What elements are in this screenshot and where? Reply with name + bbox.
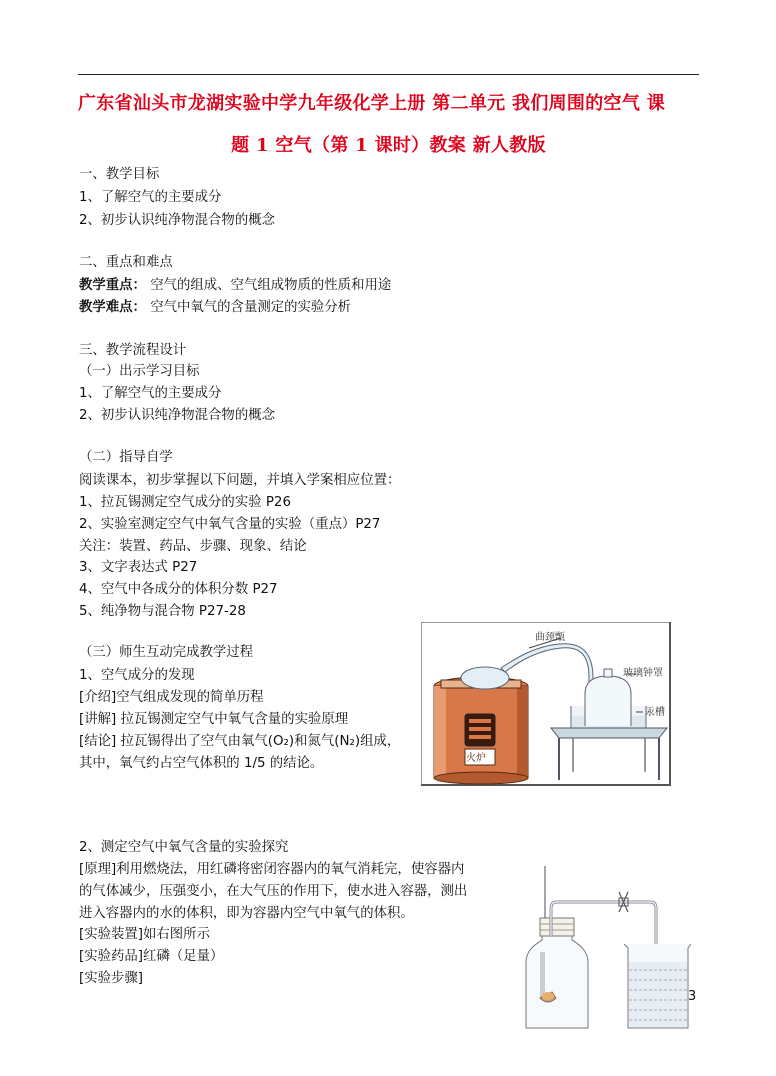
step2-item-5: 5、纯净物与混合物 P27-28 — [79, 604, 246, 619]
principle-line-3: 进入容器内的水的体积，即为容器内空气中氧气的体积。 — [79, 906, 414, 921]
step2-item-2: 2、实验室测定空气中氧气含量的实验（重点）P27 — [79, 517, 381, 532]
key-text: 空气的组成、空气组成物质的性质和用途 — [145, 278, 392, 293]
diff-text: 空气中氧气的含量测定的实验分析 — [145, 300, 352, 315]
step1-heading: （一）出示学习目标 — [79, 364, 200, 379]
conclusion-line-2: 其中，氧气约占空气体积的 1/5 的结论。 — [79, 756, 324, 771]
goal-item-1: 1、了解空气的主要成分 — [79, 190, 222, 205]
goal-item-2: 2、初步认识纯净物混合物的概念 — [79, 213, 275, 228]
step3-sub-1: 1、空气成分的发现 — [79, 668, 195, 683]
key-heading: 二、重点和难点 — [79, 255, 173, 270]
step2-item-4: 4、空气中各成分的体积分数 P27 — [79, 582, 278, 597]
furnace — [434, 677, 528, 784]
step3-sub-2: 2、测定空气中氧气含量的实验探究 — [79, 840, 289, 855]
furnace-label: 火炉 — [466, 753, 486, 764]
trough-label: 汞槽 — [645, 707, 665, 718]
apparatus-line: [实验装置]如右图所示 — [79, 927, 210, 942]
water-beaker — [624, 944, 691, 1028]
step2-intro: 阅读课本，初步掌握以下问题，并填入学案相应位置： — [79, 473, 401, 488]
lavoisier-apparatus-figure — [421, 622, 671, 786]
principle-line-1: [原理]利用燃烧法，用红磷将密闭容器内的氧气消耗完，使容器内 — [79, 862, 465, 877]
collection-bottle — [526, 918, 588, 1028]
step1-item-2: 2、初步认识纯净物混合物的概念 — [79, 408, 275, 423]
key-point — [79, 276, 391, 295]
reagent-line: [实验药品]红磷（足量） — [79, 949, 224, 964]
document-title-line1: 广东省汕头市龙湖实验中学九年级化学上册 第二单元 我们周围的空气 课 — [78, 93, 665, 114]
step1-item-1: 1、了解空气的主要成分 — [79, 386, 222, 401]
conclusion-line-1: [结论] 拉瓦锡得出了空气由氧气(O₂)和氮气(N₂)组成， — [79, 734, 401, 749]
header-rule — [78, 74, 699, 75]
goals-heading: 一、教学目标 — [79, 167, 160, 182]
intro-line: [介绍]空气组成发现的简单历程 — [79, 690, 264, 705]
key-label: 教学重点： — [79, 278, 146, 293]
difficult-point — [79, 298, 351, 317]
diff-label: 教学难点： — [79, 300, 146, 315]
document-title-line2: 题 1 空气（第 1 课时）教案 新人教版 — [231, 135, 546, 156]
retort-label: 曲颈甑 — [535, 632, 565, 643]
procedure-line: [实验步骤] — [79, 971, 144, 986]
flow-heading: 三、教学流程设计 — [79, 343, 187, 358]
explain-line: [讲解] 拉瓦锡测定空气中氧气含量的实验原理 — [79, 712, 349, 727]
step2-item-1: 1、拉瓦锡测定空气成分的实验 P26 — [79, 495, 291, 510]
principle-line-2: 的气体减少，压强变小，在大气压的作用下，使水进入容器，测出 — [79, 884, 468, 899]
page-number: 3 — [688, 989, 697, 1004]
step2-item-3: 3、文字表达式 P27 — [79, 560, 198, 575]
oxygen-measurement-apparatus-figure — [516, 862, 696, 1042]
belljar-label: 玻璃钟罩 — [623, 668, 663, 679]
step2-note: 关注：装置、药品、步骤、现象、结论 — [79, 539, 307, 554]
step3-heading: （三）师生互动完成教学过程 — [79, 645, 254, 660]
step2-heading: （二）指导自学 — [79, 450, 173, 465]
